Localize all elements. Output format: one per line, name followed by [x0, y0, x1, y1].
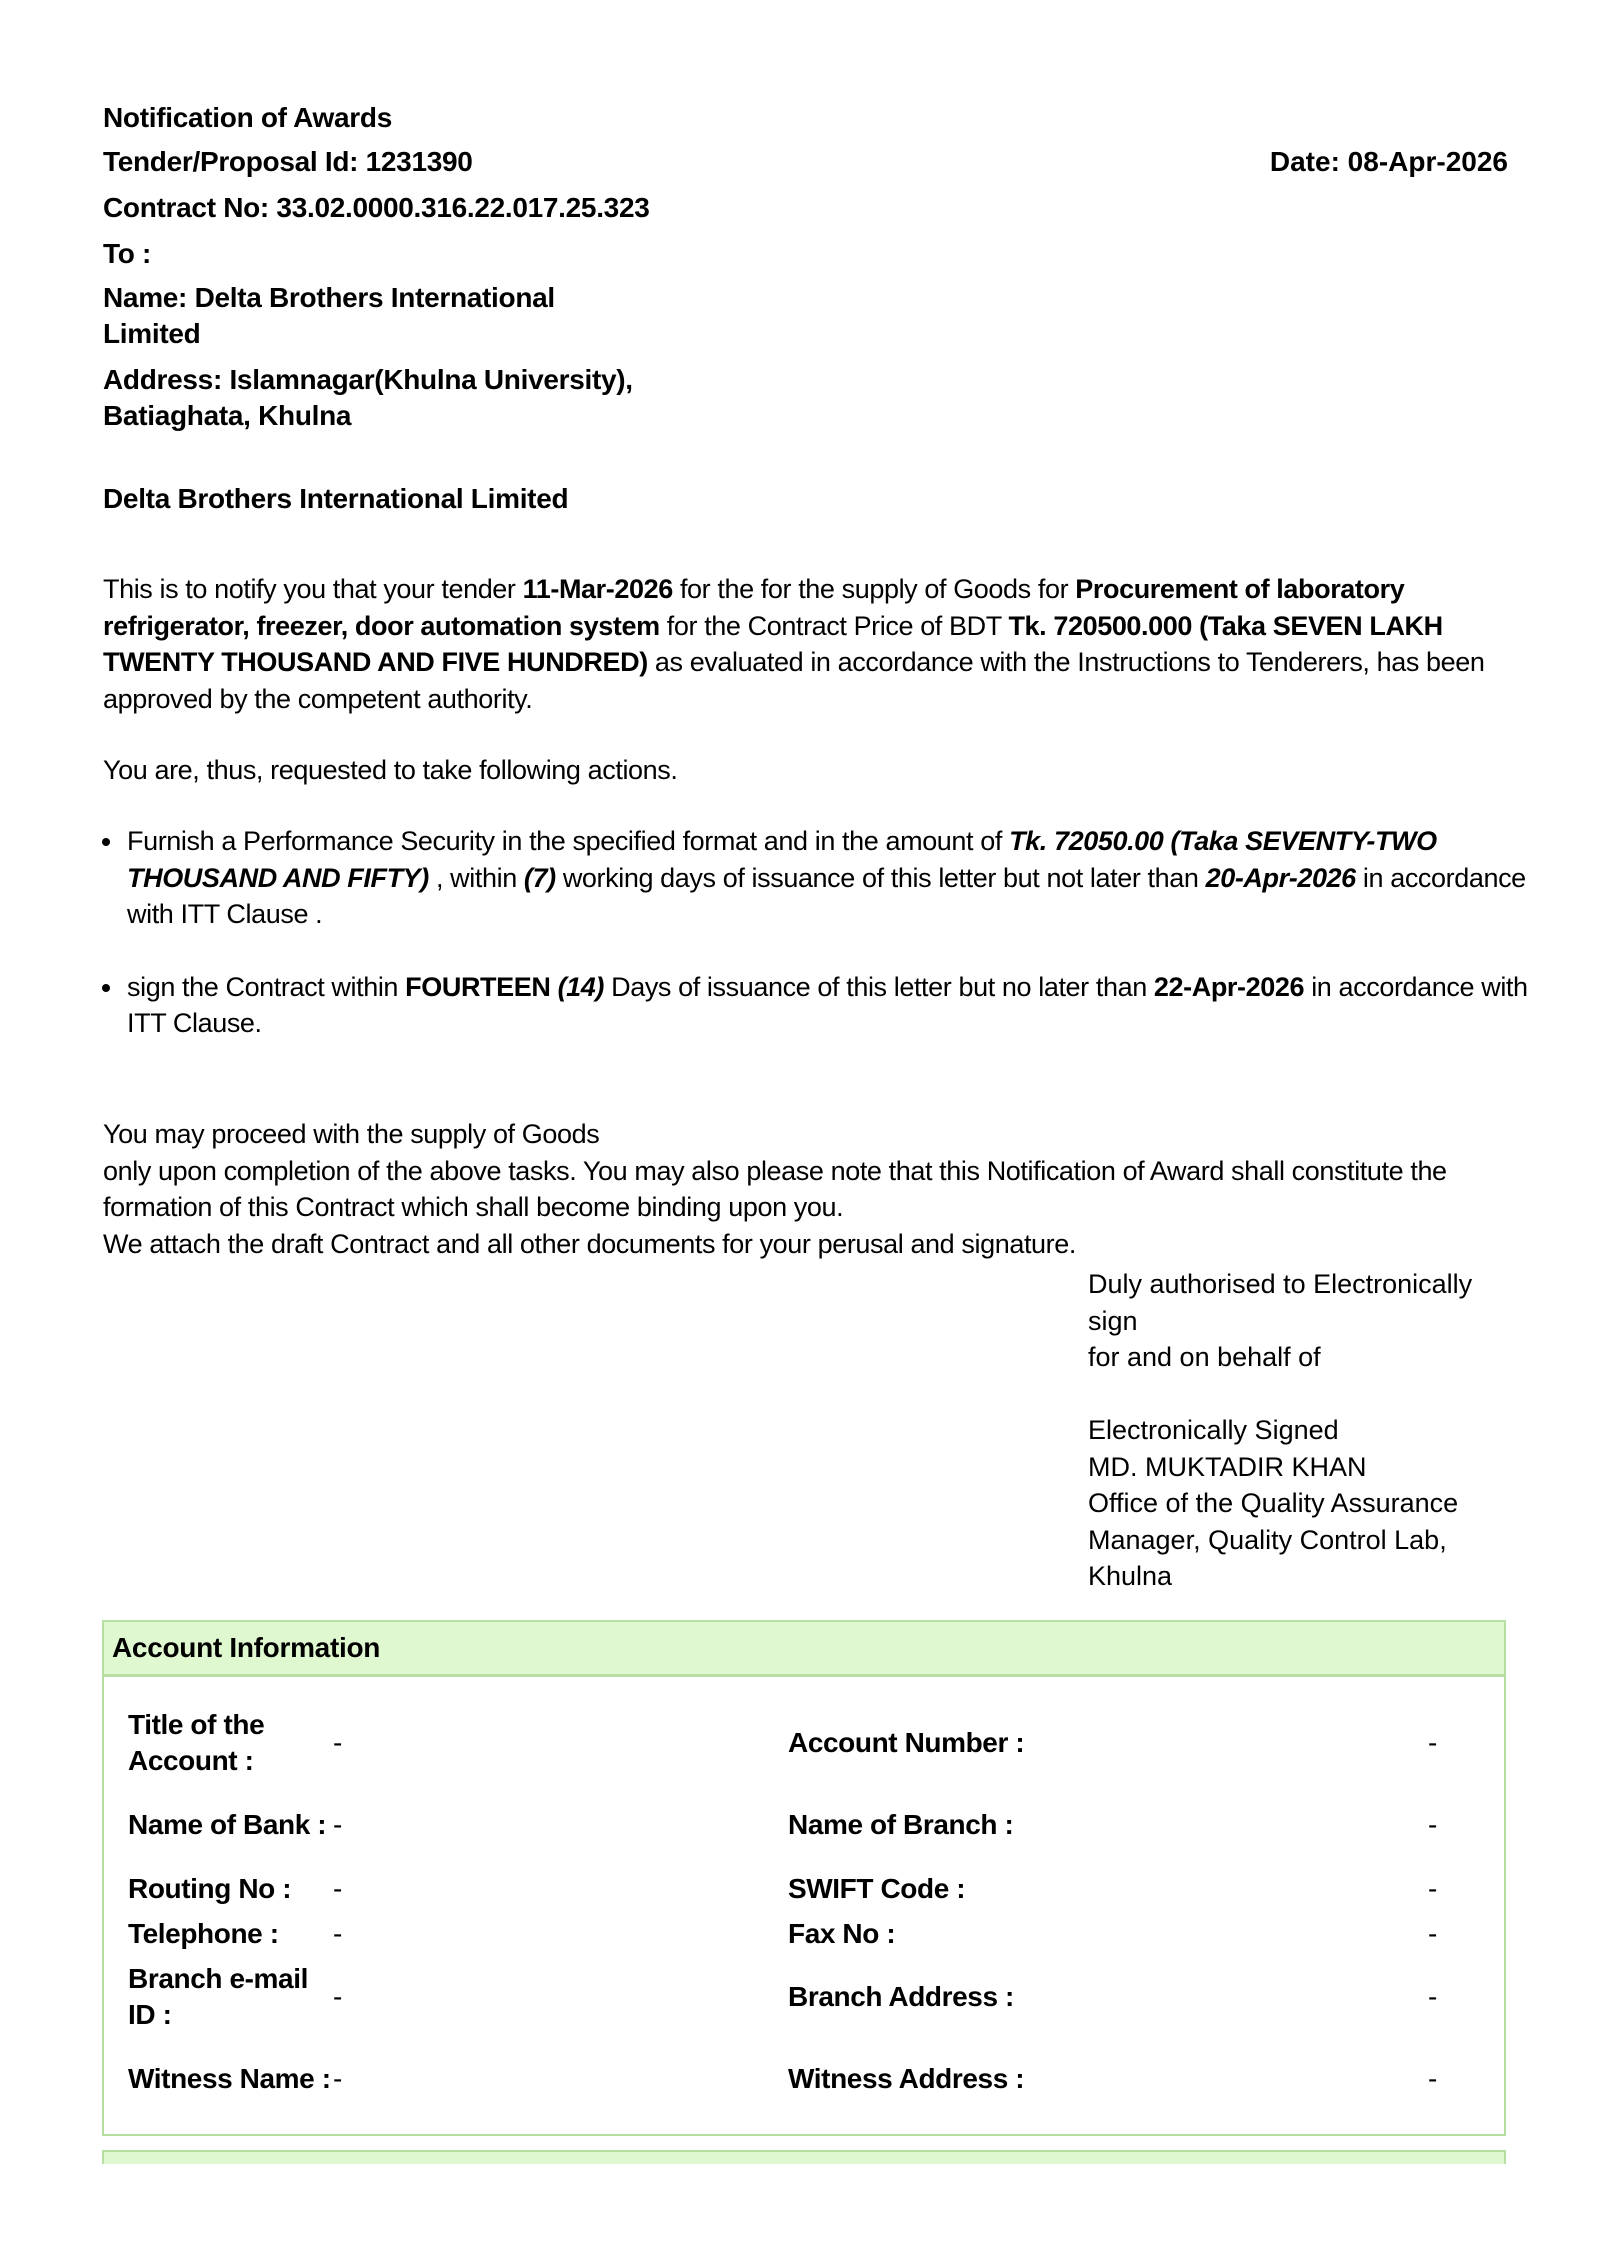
contract-price: Tk. 720500.000 (Taka SEVEN LAKH TWENTY THOUSAND AND FIVE HUNDRED)	[103, 610, 1443, 677]
signer-office: Office of the Quality Assurance Manager, Quality Control Lab, Khulna	[1088, 1488, 1459, 1591]
action-text: sign the Contract within	[127, 971, 406, 1002]
account-field-label: Branch Address :	[788, 1981, 1014, 2012]
closing-line: You may proceed with the supply of Goods	[103, 1119, 600, 1149]
account-field-value: -	[1428, 1727, 1437, 1758]
closing-line: We attach the draft Contract and all other documents for your perusal and signature.	[103, 1228, 1076, 1259]
signature-behalf: for and on behalf of	[1088, 1342, 1321, 1372]
account-row	[128, 2038, 1488, 2120]
security-days: (7)	[523, 862, 556, 893]
account-row	[128, 1866, 1488, 1912]
closing-paragraph	[103, 1116, 1463, 1262]
account-field-value: -	[333, 2063, 342, 2094]
sign-days: (14)	[557, 971, 604, 1002]
action-text: Days of issuance of this letter but no later than	[604, 971, 1154, 1002]
closing-line: only upon completion of the above tasks. You may also please note that this Notification of Award shall constitute the formation of this Contract which shall become binding upon you.	[103, 1155, 1447, 1222]
account-information-grid	[128, 1702, 1488, 2120]
action-text: in accordance with ITT Clause.	[127, 971, 1528, 1038]
signature-spacer	[1088, 1376, 1528, 1413]
recipient-name-line1: Name: Delta Brothers International	[103, 282, 555, 313]
account-row	[128, 1784, 1488, 1866]
notice-text: for the for the supply of Goods for	[672, 574, 1076, 604]
account-row	[128, 1956, 1488, 2038]
account-field-value: -	[333, 1809, 342, 1840]
recipient-address-line2: Batiaghata, Khulna	[103, 400, 352, 431]
account-information-header: Account Information	[104, 1622, 1504, 1677]
account-row	[128, 1912, 1488, 1956]
notice-date: Date: 08-Apr-2026	[1269, 146, 1508, 177]
action-text: Furnish a Performance Security in the specified format and in the amount of	[127, 826, 1010, 856]
next-section-header	[102, 2150, 1506, 2164]
notice-text: as evaluated in accordance with the Instructions to Tenderers, has been approved by the competent authority.	[103, 647, 1485, 714]
signature-block	[1088, 1266, 1528, 1595]
sign-deadline: 22-Apr-2026	[1153, 971, 1305, 1002]
request-text: You are, thus, requested to take following actions.	[103, 755, 678, 785]
document-title: Notification of Awards	[103, 102, 392, 133]
account-field-value: -	[333, 1727, 342, 1758]
account-field-value: -	[1428, 1873, 1437, 1904]
contract-number: Contract No: 33.02.0000.316.22.017.25.323	[103, 192, 650, 223]
security-deadline: 20-Apr-2026	[1205, 862, 1356, 893]
account-field-label: Witness Address :	[788, 2063, 1025, 2094]
action-text: , within	[428, 862, 524, 893]
signature-status: Electronically Signed	[1088, 1415, 1339, 1445]
action-text: in accordance with ITT Clause .	[127, 862, 1526, 929]
account-field-value: -	[333, 1873, 342, 1904]
account-field-value: -	[1428, 1918, 1437, 1949]
action-item-sign-contract	[125, 969, 1545, 1042]
account-field-label: SWIFT Code :	[788, 1873, 966, 1904]
account-field-label: Branch e-mail ID :	[128, 1963, 308, 2030]
award-notice-paragraph	[103, 571, 1503, 717]
notice-text: for the Contract Price of BDT	[659, 610, 1009, 641]
action-item-performance-security	[125, 823, 1545, 933]
tender-id: Tender/Proposal Id: 1231390	[103, 146, 473, 177]
action-text: working days of issuance of this letter but not later than	[555, 862, 1206, 893]
account-field-label: Account Number :	[788, 1727, 1025, 1758]
account-field-value: -	[333, 1981, 342, 2012]
recipient-address-line1: Address: Islamnagar(Khulna University),	[103, 364, 633, 395]
account-field-value: -	[1428, 1981, 1437, 2012]
to-label: To :	[103, 238, 152, 269]
account-field-value: -	[1428, 2063, 1437, 2094]
action-list	[103, 823, 1545, 1078]
account-field-label: Name of Branch :	[788, 1809, 1014, 1840]
recipient-heading: Delta Brothers International Limited	[103, 483, 569, 514]
account-field-value: -	[333, 1918, 342, 1949]
account-field-label: Telephone :	[128, 1918, 279, 1949]
account-field-label: Routing No :	[128, 1873, 292, 1904]
account-field-value: -	[1428, 1809, 1437, 1840]
security-amount: Tk. 72050.00 (Taka SEVENTY-TWO THOUSAND AND FIFTY)	[127, 826, 1437, 893]
notice-text: This is to notify you that your tender	[103, 574, 523, 604]
account-field-label: Name of Bank :	[128, 1809, 327, 1840]
account-row	[128, 1702, 1488, 1784]
account-field-label: Title of the Account :	[128, 1709, 265, 1776]
procurement-subject: Procurement of laboratory refrigerator, freezer, door automation system	[103, 574, 1405, 641]
signer-name: MD. MUKTADIR KHAN	[1088, 1451, 1367, 1482]
sign-days-word: FOURTEEN	[405, 971, 551, 1002]
tender-date: 11-Mar-2026	[522, 574, 673, 604]
account-field-label: Witness Name :	[128, 2063, 331, 2094]
account-field-label: Fax No :	[788, 1918, 896, 1949]
signature-authorisation: Duly authorised to Electronically sign	[1088, 1269, 1473, 1336]
account-information-section	[102, 1620, 1506, 2136]
recipient-name-line2: Limited	[103, 318, 201, 349]
